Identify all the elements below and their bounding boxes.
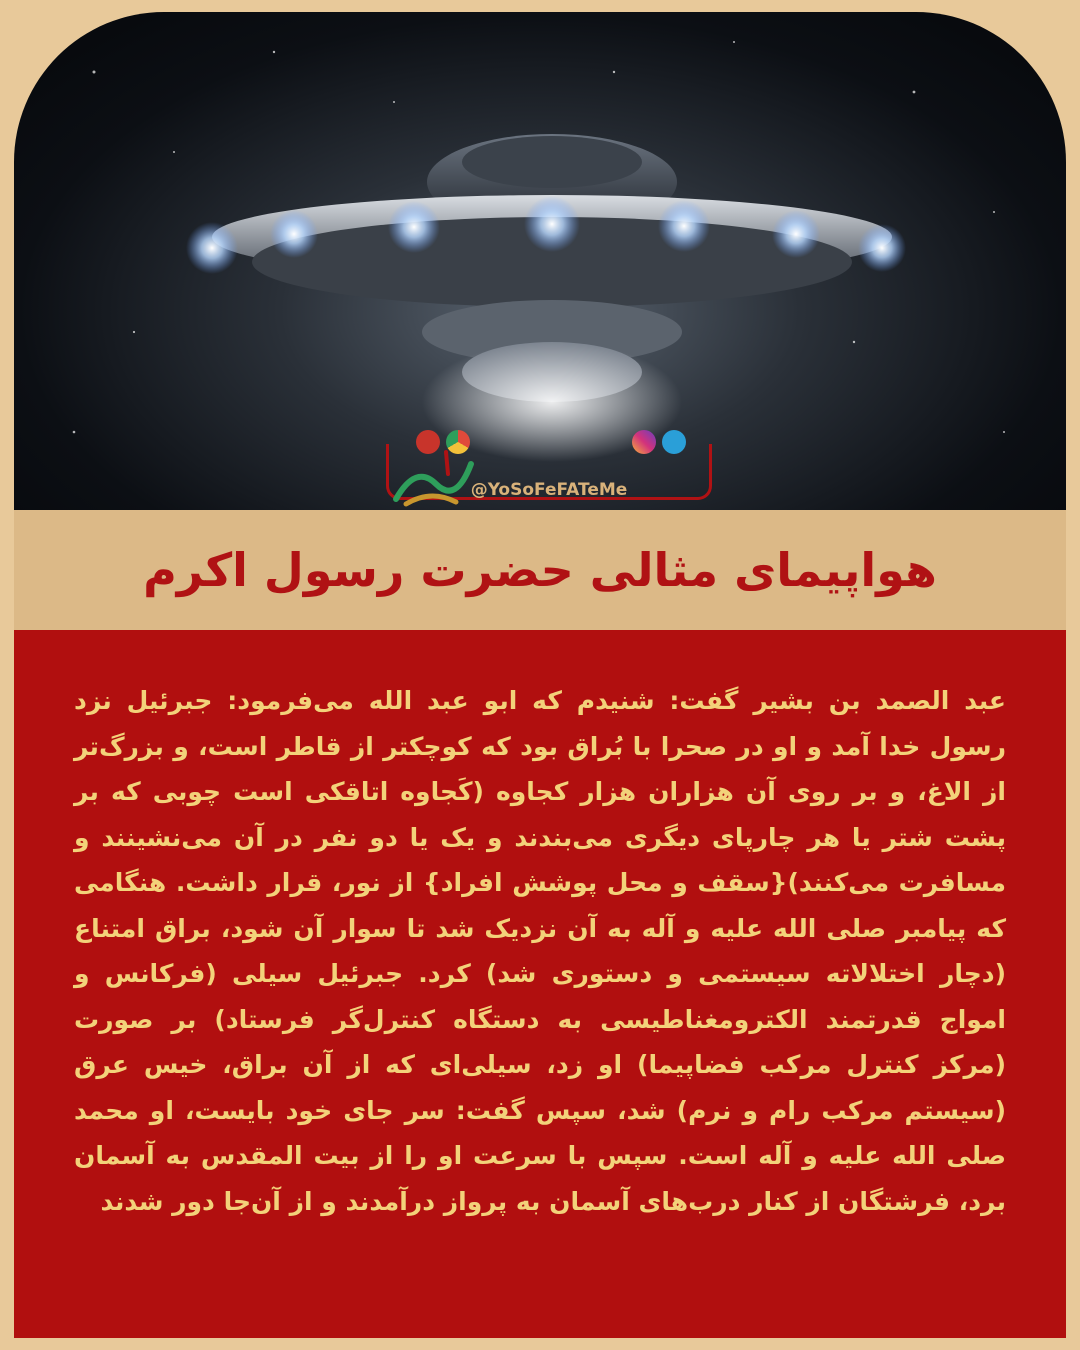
watermark-handle: @YoSoFeFATeMe xyxy=(470,480,628,500)
page-title: هواپیمای مثالی حضرت رسول اکرم xyxy=(143,543,937,597)
film-reel-icon xyxy=(416,430,440,454)
body-text: عبد الصمد بن بشیر گفت: شنیدم که ابو عبد الله می‌فرمود: جبرئیل نزد رسول خدا آمد و او در صحرا با بُراق بود که کوچکتر از قاطر است، و بزرگ‌تر از الاغ، و بر روی آن هزاران هزار کجاوه (کَجاوه اتاقکی است چوبی که بر پشت شتر یا هر چارپای دیگری می‌بندند و یک یا دو نفر در آن می‌نشینند و مسافرت می‌کنند){سقف و محل پوشش افراد} از نور، قرار داشت. هنگامی که پیامبر صلی الله علیه و آله به آن نزدیک شد تا سوار آن شود، براق امتناع (دچار اختلالاته سیستمی و دستوری شد) کرد. جبرئیل سیلی (فرکانس و امواج قدرتمند الکترومغناطیسی به دستگاه کنترل‌گر فرستاد) بر صورت (مرکز کنترل مرکب فضاپیما) او زد، سیلی‌ای که از آن براق، خیس عرق (سیستم مرکب رام و نرم) شد، سپس گفت: سر جای خود بایست، او محمد صلی الله علیه و آله است. سپس با سرعت او را از بیت المقدس به آسمان برد، فرشتگان از کنار درب‌های آسمان به پرواز درآمدند و از آن‌جا دور شدند xyxy=(74,686,1006,1216)
ufo-illustration xyxy=(14,12,1066,510)
chrome-icon xyxy=(446,430,470,454)
title-band xyxy=(14,510,1066,630)
ufo-image xyxy=(14,12,1066,510)
moon-icon xyxy=(164,22,345,128)
text-panel xyxy=(14,630,1066,1338)
telegram-icon xyxy=(662,430,686,454)
instagram-icon xyxy=(632,430,656,454)
watermark xyxy=(386,444,712,500)
calligraphy-logo-icon xyxy=(386,444,476,510)
